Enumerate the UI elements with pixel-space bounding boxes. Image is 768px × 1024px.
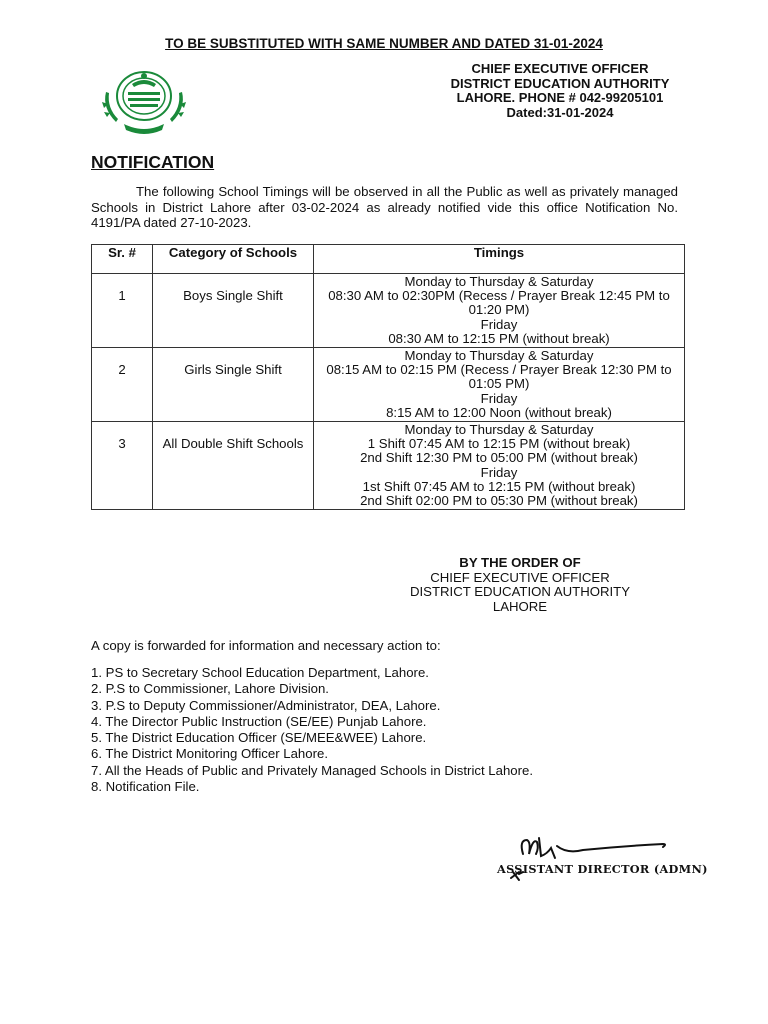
timing-line: Monday to Thursday & Saturday bbox=[404, 422, 594, 438]
row-category: Boys Single Shift bbox=[153, 274, 314, 348]
order-block bbox=[380, 556, 660, 614]
copy-forward-intro: A copy is forwarded for information and necessary action to: bbox=[91, 638, 441, 653]
list-item: 1. PS to Secretary School Education Department, Lahore. bbox=[91, 665, 429, 680]
row-sr: 3 bbox=[92, 422, 153, 510]
row-category: Girls Single Shift bbox=[153, 348, 314, 422]
list-item: 2. P.S to Commissioner, Lahore Division. bbox=[91, 681, 329, 697]
timing-line: Friday bbox=[480, 464, 518, 480]
order-city: LAHORE bbox=[492, 598, 548, 614]
substitution-note: TO BE SUBSTITUTED WITH SAME NUMBER AND DATED 31-01-2024 bbox=[165, 36, 603, 51]
row-timings bbox=[314, 274, 685, 348]
header-phone-line: LAHORE. PHONE # 042-99205101 bbox=[456, 90, 664, 105]
row-timings bbox=[314, 422, 685, 510]
timing-line: 2nd Shift 02:00 PM to 05:30 PM (without break) bbox=[360, 493, 638, 509]
table-header-row bbox=[92, 245, 685, 274]
header-category: Category of Schools bbox=[153, 245, 314, 274]
list-item: 4. The Director Public Instruction (SE/EE) Punjab Lahore. bbox=[91, 713, 427, 729]
punjab-emblem-icon bbox=[94, 62, 194, 138]
list-item: 7. All the Heads of Public and Privately Managed Schools in District Lahore. bbox=[91, 762, 534, 778]
signatory-title: ASSISTANT DIRECTOR (ADMN) bbox=[497, 862, 708, 876]
timing-line: 1st Shift 07:45 AM to 12:15 PM (without break) bbox=[362, 478, 636, 494]
timing-line: 08:15 AM to 02:15 PM (Recess / Prayer Break 12:30 PM to 01:05 PM) bbox=[326, 362, 672, 392]
office-header bbox=[400, 62, 720, 120]
row-sr: 2 bbox=[92, 348, 153, 422]
document-title: NOTIFICATION bbox=[91, 152, 215, 172]
timing-line: Friday bbox=[480, 316, 518, 332]
list-item: 6. The District Monitoring Officer Lahore. bbox=[91, 746, 328, 762]
list-item: 5. The District Education Officer (SE/MEE&WEE) Lahore. bbox=[91, 730, 427, 746]
header-authority-line: DISTRICT EDUCATION AUTHORITY bbox=[450, 75, 670, 91]
list-item: 8. Notification File. bbox=[91, 779, 200, 795]
timing-line: 1 Shift 07:45 AM to 12:15 PM (without break) bbox=[367, 436, 631, 452]
copy-recipients-list bbox=[91, 665, 533, 795]
table-row bbox=[92, 422, 685, 510]
header-date-line: Dated:31-01-2024 bbox=[506, 104, 614, 120]
row-sr: 1 bbox=[92, 274, 153, 348]
timing-line: 2nd Shift 12:30 PM to 05:00 PM (without break) bbox=[360, 450, 638, 466]
row-timings bbox=[314, 348, 685, 422]
timing-line: Monday to Thursday & Saturday bbox=[404, 274, 594, 289]
signature-icon bbox=[505, 826, 675, 886]
intro-paragraph: The following School Timings will be observed in all the Public as well as privately managed Schools in District Lahore after 03-02-2024 as already notified vide this office Notification No. 4191/PA dated 27-10-2023. bbox=[91, 184, 678, 230]
header-sr: Sr. # bbox=[92, 245, 153, 274]
header-timings: Timings bbox=[314, 245, 685, 274]
header-office-line: CHIEF EXECUTIVE OFFICER bbox=[471, 61, 649, 76]
school-timings-table bbox=[91, 244, 685, 510]
timing-line: 8:15 AM to 12:00 Noon (without break) bbox=[386, 404, 612, 420]
order-heading: BY THE ORDER OF bbox=[459, 555, 581, 570]
timing-line: 08:30 AM to 02:30PM (Recess / Prayer Break 12:45 PM to 01:20 PM) bbox=[328, 288, 670, 318]
list-item: 3. P.S to Deputy Commissioner/Administrator, DEA, Lahore. bbox=[91, 697, 441, 713]
timing-line: 08:30 AM to 12:15 PM (without break) bbox=[388, 330, 610, 346]
order-authority: DISTRICT EDUCATION AUTHORITY bbox=[409, 584, 631, 599]
timing-line: Monday to Thursday & Saturday bbox=[404, 348, 594, 364]
table-row bbox=[92, 348, 685, 422]
timing-line: Friday bbox=[480, 390, 518, 406]
order-office: CHIEF EXECUTIVE OFFICER bbox=[430, 569, 610, 585]
table-row bbox=[92, 274, 685, 348]
row-category: All Double Shift Schools bbox=[153, 422, 314, 510]
